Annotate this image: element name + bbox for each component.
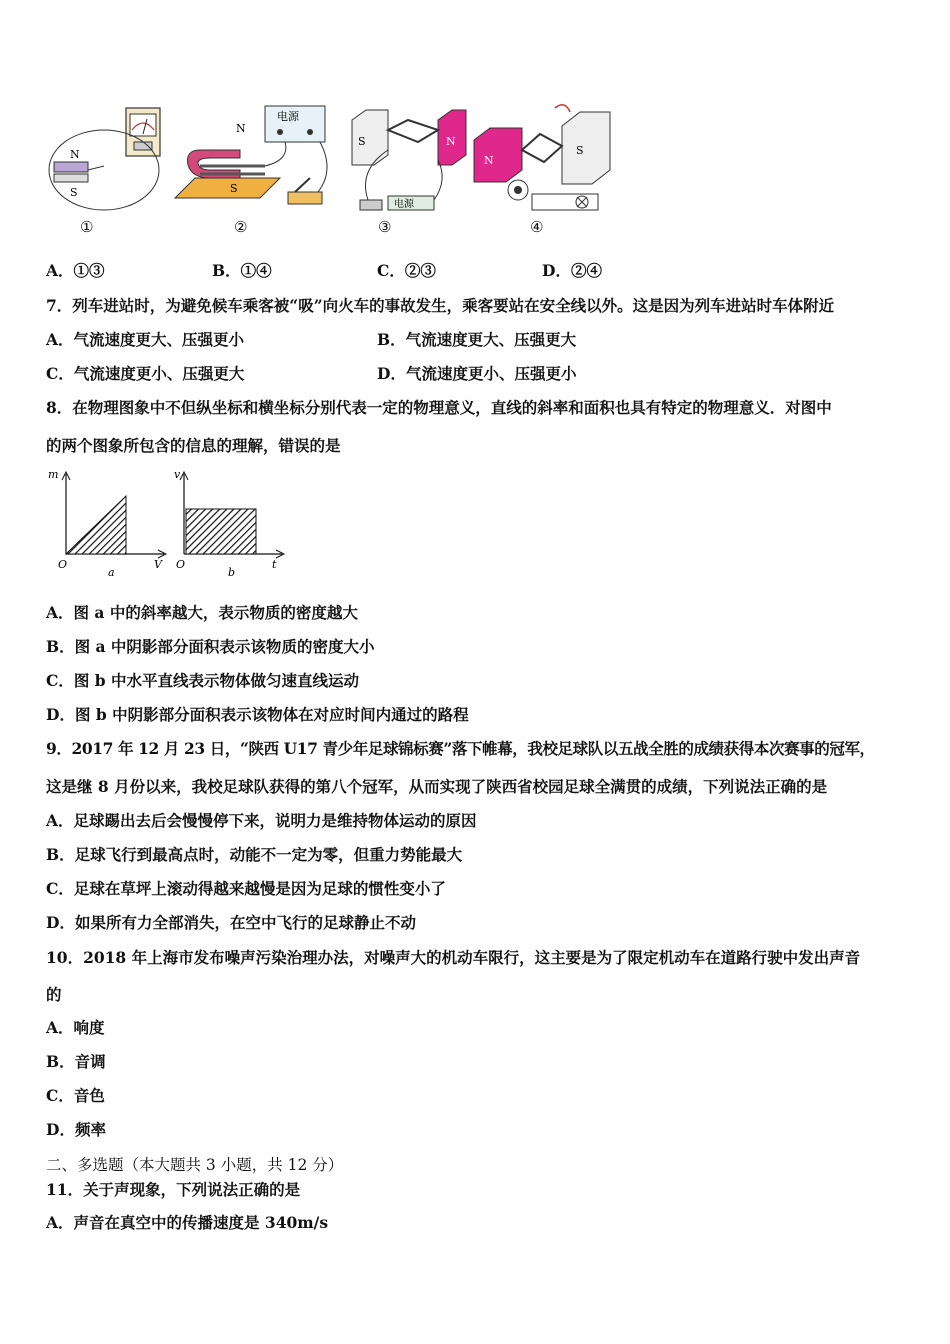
q9-stem-line2: 这是继 8 月份以来，我校足球队获得的第八个冠军，从而实现了陕西省校园足球全满贯的成绩，下列说法正确的是	[46, 777, 828, 796]
q6-option-d[interactable]	[542, 261, 602, 281]
q8-stem-line2: 的两个图象所包含的信息的理解，错误的是	[46, 436, 341, 455]
q9-stem-line1: 9．2017 年 12 月 23 日，“陕西 U17 青少年足球锦标赛”落下帷幕，我校足球队以五战全胜的成绩获得本次赛事的冠军，	[46, 739, 875, 758]
q6-option-a[interactable]	[46, 261, 105, 281]
q9-option-b[interactable]: B．足球飞行到最高点时，动能不一定为零，但重力势能最大	[46, 845, 463, 864]
q7-option-d[interactable]: D．气流速度更小、压强更小	[377, 364, 577, 383]
conductor-in-field-illustration	[348, 100, 470, 215]
q7-option-a[interactable]: A．气流速度更大、压强更小	[46, 330, 245, 349]
figure-label-1: ①	[80, 218, 94, 236]
q9-option-a[interactable]: A．足球踢出去后会慢慢停下来，说明力是维持物体运动的原因	[46, 811, 477, 830]
q8-option-a[interactable]: A．图 a 中的斜率越大，表示物质的密度越大	[46, 603, 358, 622]
option-text: ②④	[570, 261, 602, 280]
q10-option-a[interactable]: A．响度	[46, 1018, 105, 1037]
option-key: B．	[212, 261, 241, 280]
option-key: C．	[377, 261, 405, 280]
q7-option-c[interactable]: C．气流速度更小、压强更大	[46, 364, 245, 383]
generator-with-lamp-illustration	[470, 100, 620, 215]
y-axis-label: v	[174, 468, 181, 481]
x-axis-label: V	[154, 558, 162, 571]
q10-stem-line1: 10．2018 年上海市发布噪声污染治理办法，对噪声大的机动车限行，这主要是为了限定机动车在道路行驶中发出声音	[46, 948, 861, 967]
option-text: ①③	[73, 261, 105, 280]
motor-on-rails-illustration	[170, 100, 345, 215]
origin-label: O	[176, 558, 186, 571]
power-label: 电源	[394, 199, 414, 210]
y-axis-label: m	[48, 468, 59, 481]
origin-label: O	[58, 558, 68, 571]
graph-caption: a	[108, 566, 115, 579]
x-axis-label: t	[272, 558, 277, 571]
q11-stem: 11．关于声现象，下列说法正确的是	[46, 1180, 301, 1199]
option-key: A．	[46, 261, 74, 280]
q8-option-c[interactable]: C．图 b 中水平直线表示物体做匀速直线运动	[46, 671, 359, 690]
q7-stem: 7．列车进站时，为避免候车乘客被“吸”向火车的事故发生，乘客要站在安全线以外。这是因为列车进站时车体附近	[46, 296, 835, 315]
label-s: S	[230, 182, 238, 195]
q9-option-d[interactable]: D．如果所有力全部消失，在空中飞行的足球静止不动	[46, 913, 416, 932]
label-s: S	[358, 135, 366, 148]
q8-option-d[interactable]: D．图 b 中阴影部分面积表示该物体在对应时间内通过的路程	[46, 705, 469, 724]
figure-label-3: ③	[378, 218, 392, 236]
q10-option-c[interactable]: C．音色	[46, 1086, 105, 1105]
q8-graph-b	[172, 464, 292, 580]
q8-option-b[interactable]: B．图 a 中阴影部分面积表示该物质的密度大小	[46, 637, 375, 656]
q10-stem-line2: 的	[46, 985, 62, 1004]
q6-figure-3	[348, 100, 470, 215]
label-s: S	[576, 144, 584, 157]
shaded-region	[186, 509, 256, 554]
label-s: S	[70, 186, 78, 199]
label-n: N	[70, 148, 80, 161]
q6-figure-4	[470, 100, 620, 215]
label-n: N	[446, 135, 456, 148]
q10-option-d[interactable]: D．频率	[46, 1120, 106, 1139]
power-label: 电源	[277, 110, 299, 123]
figure-label-2: ②	[234, 218, 248, 236]
figure-label-4: ④	[530, 218, 544, 236]
option-text: ①④	[240, 261, 272, 280]
q6-figure-1	[44, 100, 164, 215]
option-text: ②③	[404, 261, 436, 280]
graph-caption: b	[228, 566, 236, 579]
q6-figure-2	[170, 100, 345, 215]
q8-graph-a	[44, 464, 174, 580]
shaded-region	[66, 496, 126, 554]
q10-option-b[interactable]: B．音调	[46, 1052, 106, 1071]
q11-option-a[interactable]: A．声音在真空中的传播速度是 340m/s	[46, 1213, 329, 1232]
q8-stem-line1: 8．在物理图象中不但纵坐标和横坐标分别代表一定的物理意义，直线的斜率和面积也具有特定的物理意义．对图中	[46, 398, 832, 417]
q6-option-c[interactable]	[377, 261, 436, 281]
label-n: N	[236, 122, 246, 135]
option-key: D．	[542, 261, 571, 280]
label-n: N	[484, 154, 494, 167]
section-heading: 二、多选题（本大题共 3 小题，共 12 分）	[46, 1156, 344, 1174]
q9-option-c[interactable]: C．足球在草坪上滚动得越来越慢是因为足球的惯性变小了	[46, 879, 446, 898]
galvanometer-circuit-illustration	[44, 100, 164, 215]
q6-option-b[interactable]	[212, 261, 272, 281]
q7-option-b[interactable]: B．气流速度更大、压强更大	[377, 330, 577, 349]
